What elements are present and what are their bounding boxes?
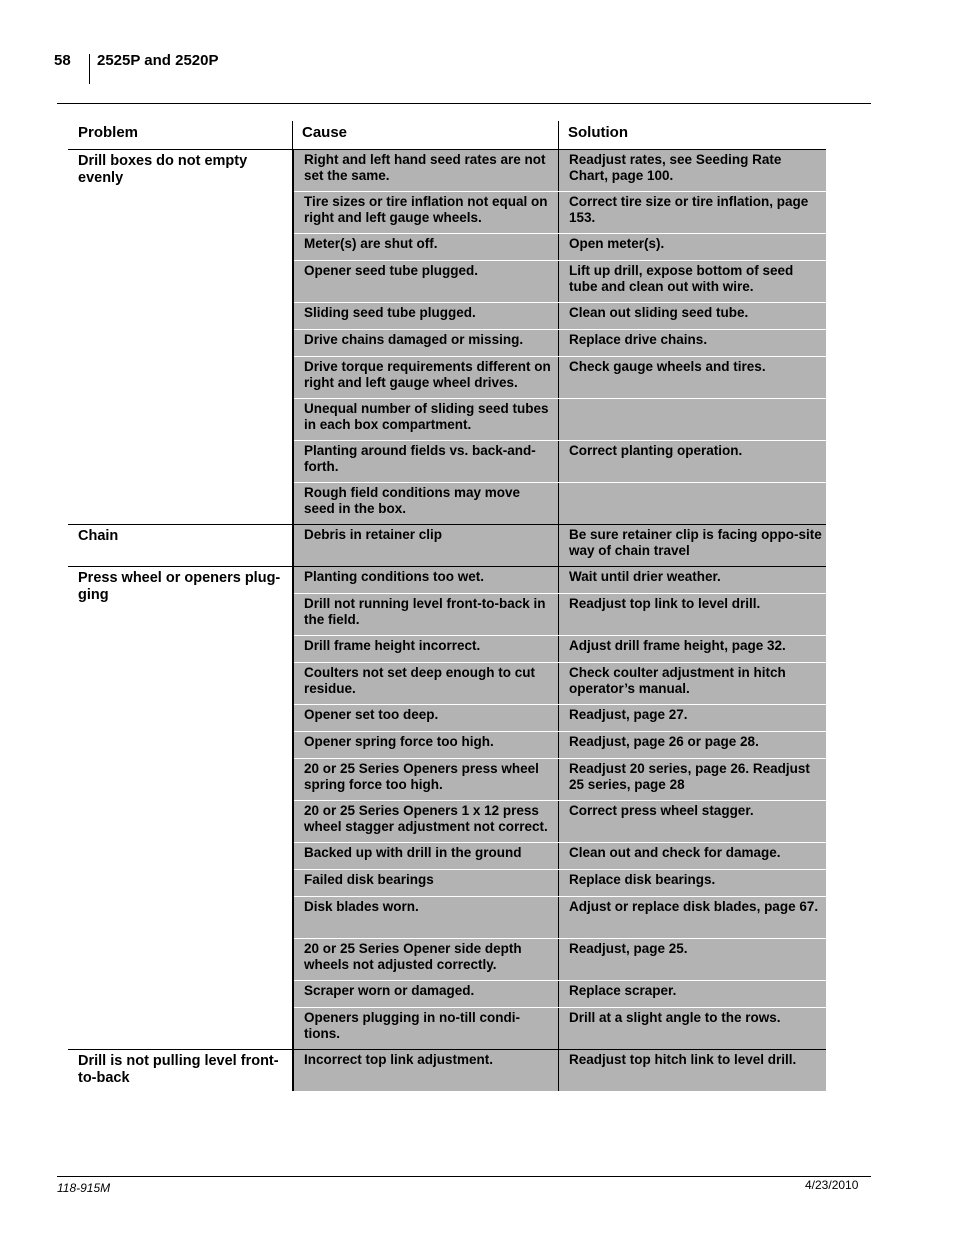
solution-cell: Check gauge wheels and tires.	[569, 359, 766, 374]
solution-cell: Readjust, page 25.	[569, 941, 688, 956]
solution-cell	[559, 399, 826, 440]
solution-cell: Wait until drier weather.	[569, 569, 721, 584]
solution-cell: Readjust 20 series, page 26. Readjust 25 series, page 28	[569, 761, 810, 792]
problem-label: Press wheel or openers plug-ging	[78, 570, 281, 603]
table-row	[294, 896, 826, 938]
table-row	[294, 731, 826, 758]
document-number: 118-915M	[57, 1181, 111, 1195]
column-divider	[292, 121, 293, 149]
table-row	[294, 191, 826, 233]
table-row	[294, 1007, 826, 1049]
table-row	[294, 704, 826, 731]
solution-cell: Correct planting operation.	[569, 443, 743, 458]
cause-solution-rows	[292, 150, 826, 524]
cause-cell: Drive chains damaged or missing.	[294, 330, 559, 356]
solution-cell: Replace drive chains.	[569, 332, 708, 347]
solution-cell: Replace scraper.	[569, 983, 677, 998]
solution-cell: Check coulter adjustment in hitch operator’s manual.	[569, 665, 786, 696]
column-header-problem: Problem	[78, 124, 139, 141]
table-row	[294, 938, 826, 980]
cause-cell: Scraper worn or damaged.	[294, 981, 559, 1007]
cause-cell: Planting around fields vs. back-and-forth.	[294, 441, 559, 482]
cause-cell: Incorrect top link adjustment.	[294, 1050, 559, 1091]
solution-cell	[559, 483, 826, 524]
table-row	[294, 482, 826, 524]
problem-label: Chain	[78, 528, 119, 544]
header-divider	[89, 54, 90, 84]
column-divider	[558, 121, 559, 149]
solution-cell: Replace disk bearings.	[569, 872, 716, 887]
problem-label: Drill is not pulling level front-to-back	[78, 1053, 279, 1086]
table-row	[294, 758, 826, 800]
cause-cell: Backed up with drill in the ground	[294, 843, 559, 869]
solution-cell: Readjust, page 26 or page 28.	[569, 734, 759, 749]
cause-cell: Coulters not set deep enough to cut residue.	[294, 663, 559, 704]
solution-cell: Correct tire size or tire inflation, page 153.	[569, 194, 809, 225]
solution-cell: Lift up drill, expose bottom of seed tube and clean out with wire.	[569, 263, 794, 294]
cause-cell: Unequal number of sliding seed tubes in each box compartment.	[294, 399, 559, 440]
column-header-solution: Solution	[568, 124, 628, 141]
table-row	[294, 233, 826, 260]
cause-cell: Opener seed tube plugged.	[294, 261, 559, 302]
solution-cell: Be sure retainer clip is facing oppo-site way of chain travel	[569, 527, 822, 558]
problem-group	[68, 1049, 826, 1091]
solution-cell: Readjust rates, see Seeding Rate Chart, page 100.	[569, 152, 782, 183]
solution-cell: Open meter(s).	[569, 236, 665, 251]
table-header	[68, 119, 826, 149]
solution-cell: Readjust top hitch link to level drill.	[569, 1052, 797, 1067]
table-body	[68, 149, 826, 1091]
cause-cell: Tire sizes or tire inflation not equal on right and left gauge wheels.	[294, 192, 559, 233]
publication-date: 4/23/2010	[805, 1178, 859, 1192]
table-row	[294, 567, 826, 593]
troubleshooting-table	[68, 119, 826, 1091]
table-row	[294, 593, 826, 635]
cause-cell: 20 or 25 Series Opener side depth wheels not adjusted correctly.	[294, 939, 559, 980]
table-row	[294, 440, 826, 482]
table-row	[294, 150, 826, 191]
cause-solution-rows	[292, 525, 826, 566]
solution-cell: Clean out and check for damage.	[569, 845, 781, 860]
table-row	[294, 329, 826, 356]
cause-cell: Opener set too deep.	[294, 705, 559, 731]
cause-cell: Debris in retainer clip	[294, 525, 559, 566]
table-row	[294, 302, 826, 329]
cause-cell: Openers plugging in no-till condi-tions.	[294, 1008, 559, 1049]
problem-group	[68, 566, 826, 1049]
solution-cell: Correct press wheel stagger.	[569, 803, 754, 818]
solution-cell: Drill at a slight angle to the rows.	[569, 1010, 781, 1025]
cause-solution-rows	[292, 567, 826, 1049]
cause-cell: 20 or 25 Series Openers 1 x 12 press wheel stagger adjustment not correct.	[294, 801, 559, 842]
cause-cell: Drive torque requirements different on right and left gauge wheel drives.	[294, 357, 559, 398]
solution-cell: Adjust drill frame height, page 32.	[569, 638, 786, 653]
problem-label: Drill boxes do not empty evenly	[78, 153, 248, 186]
table-row	[294, 869, 826, 896]
solution-cell: Readjust top link to level drill.	[569, 596, 761, 611]
solution-cell: Adjust or replace disk blades, page 67.	[569, 899, 819, 914]
cause-cell: Drill not running level front-to-back in the field.	[294, 594, 559, 635]
footer-rule	[57, 1176, 871, 1177]
cause-cell: Failed disk bearings	[294, 870, 559, 896]
header-rule	[57, 103, 871, 104]
table-row	[294, 356, 826, 398]
solution-cell: Clean out sliding seed tube.	[569, 305, 749, 320]
solution-cell: Readjust, page 27.	[569, 707, 688, 722]
cause-cell: Meter(s) are shut off.	[294, 234, 559, 260]
table-row	[294, 842, 826, 869]
cause-cell: Disk blades worn.	[294, 897, 559, 938]
cause-cell: Rough field conditions may move seed in the box.	[294, 483, 559, 524]
cause-cell: Right and left hand seed rates are not set the same.	[294, 150, 559, 191]
document-title: 2525P and 2520P	[97, 52, 219, 69]
page-number: 58	[54, 52, 71, 69]
table-row	[294, 525, 826, 566]
cause-cell: Planting conditions too wet.	[294, 567, 559, 593]
table-row	[294, 635, 826, 662]
table-row	[294, 662, 826, 704]
cause-cell: 20 or 25 Series Openers press wheel spring force too high.	[294, 759, 559, 800]
cause-cell: Drill frame height incorrect.	[294, 636, 559, 662]
table-row	[294, 398, 826, 440]
cause-cell: Sliding seed tube plugged.	[294, 303, 559, 329]
cause-solution-rows	[292, 1050, 826, 1091]
column-header-cause: Cause	[302, 124, 348, 141]
table-row	[294, 980, 826, 1007]
table-row	[294, 1050, 826, 1091]
page-header	[0, 52, 954, 92]
problem-group	[68, 524, 826, 566]
problem-group	[68, 149, 826, 524]
cause-cell: Opener spring force too high.	[294, 732, 559, 758]
table-row	[294, 260, 826, 302]
table-row	[294, 800, 826, 842]
